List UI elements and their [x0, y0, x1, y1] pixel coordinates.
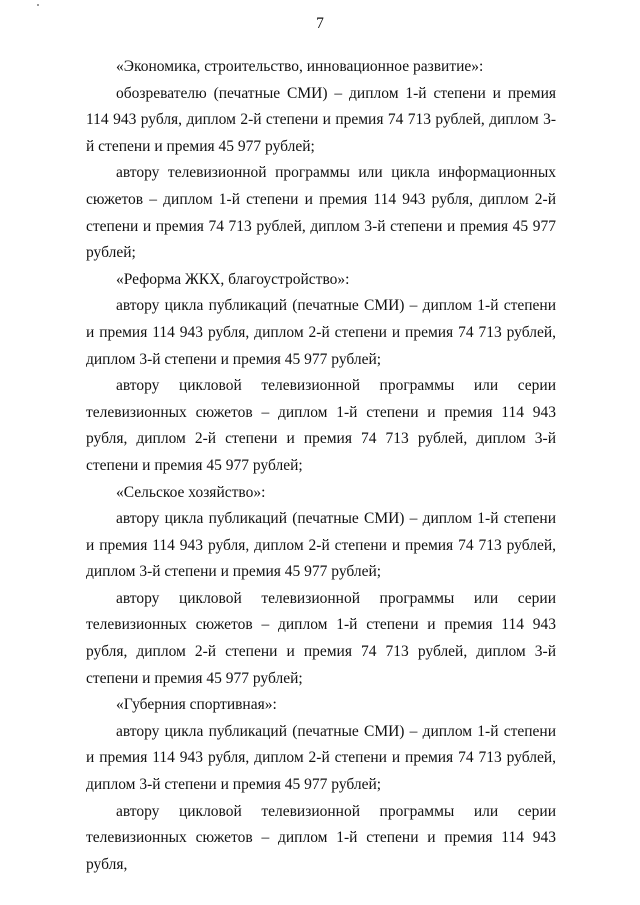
- award-item: автору цикловой телевизионной программы или серии телевизионных сюжетов – диплом 1-й степени и премия 114 943 рубля, диплом 2-й степени и премия 74 713 рублей, диплом 3-й степени и премия 45 977 рублей;: [86, 377, 556, 474]
- award-item: обозревателю (печатные СМИ) – диплом 1-й степени и премия 114 943 рубля, диплом 2-й степени и премия 74 713 рублей, диплом 3-й степени и премия 45 977 рублей;: [86, 84, 556, 155]
- award-item: автору цикла публикаций (печатные СМИ) – диплом 1-й степени и премия 114 943 рубля, диплом 2-й степени и премия 74 713 рублей, диплом 3-й степени и премия 45 977 рублей;: [86, 722, 556, 794]
- page-number: 7: [316, 15, 324, 32]
- document-body: [86, 54, 556, 878]
- category-heading: «Реформа ЖКХ, благоустройство»:: [116, 270, 350, 288]
- award-item: автору телевизионной программы или цикла информационных сюжетов – диплом 1-й степени и премия 114 943 рубля, диплом 2-й степени и премия 74 713 рублей, диплом 3-й степени и премия 45 977 рублей;: [86, 164, 556, 262]
- award-item: автору цикла публикаций (печатные СМИ) – диплом 1-й степени и премия 114 943 рубля, диплом 2-й степени и премия 74 713 рублей, диплом 3-й степени и премия 45 977 рублей;: [86, 297, 556, 368]
- category-heading: «Губерния спортивная»:: [116, 696, 277, 714]
- award-item: автору цикловой телевизионной программы или серии телевизионных сюжетов – диплом 1-й степени и премия 114 943 рубля, диплом 2-й степени и премия 74 713 рублей, диплом 3-й степени и премия 45 977 рублей;: [86, 589, 556, 687]
- category-heading: «Экономика, строительство, инновационное развитие»:: [116, 58, 484, 75]
- award-item: автору цикла публикаций (печатные СМИ) – диплом 1-й степени и премия 114 943 рубля, диплом 2-й степени и премия 74 713 рублей, диплом 3-й степени и премия 45 977 рублей;: [86, 510, 556, 581]
- award-item: автору цикловой телевизионной программы или серии телевизионных сюжетов – диплом 1-й степени и премия 114 943 рубля,: [86, 802, 556, 873]
- category-heading: «Сельское хозяйство»:: [116, 483, 266, 501]
- scan-dust-mark: [37, 4, 39, 6]
